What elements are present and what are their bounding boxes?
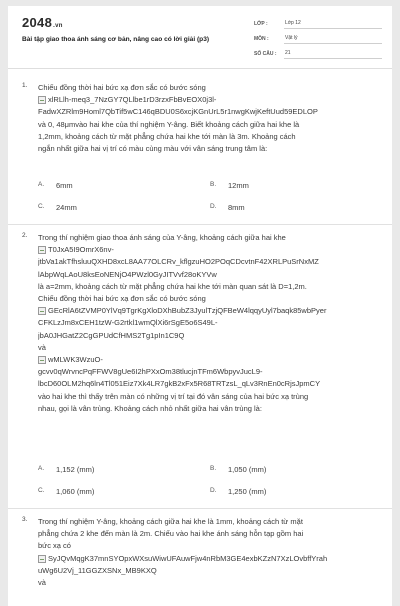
text-line: ngắn nhất giữa hai vị trí có màu cùng màu với vân sáng trung tâm là: <box>38 144 268 154</box>
question-text <box>38 516 382 589</box>
text-line: CFKLzJm8xCEH1tzW-G2rtkl1wmQlXi6rSgE5o6S49L- <box>38 318 218 328</box>
answer-c[interactable] <box>38 487 210 496</box>
answer-letter: D. <box>210 202 217 210</box>
answer-text: 1,050 (mm) <box>228 464 267 474</box>
image-alt-text: T0JxA5I9OmrX6nv- <box>48 245 114 255</box>
broken-image-icon <box>38 246 46 254</box>
answer-row <box>38 174 382 196</box>
image-alt-text: GEcRlA6tZVMP0YlVq9TgrKgXloDXhBubZ3JyulTzjQFBeW4lqqyUyl7baqk85wbPyer <box>48 306 327 316</box>
logo-suffix: .vn <box>53 23 63 29</box>
text-line: jbA0JHGatZ2CgGPUdCfHMS2Tg1pIn1C9Q <box>38 330 185 340</box>
text-line: và 0, 48μmvào hai khe của thí nghiệm Y-âng. Biết khoảng cách giữa hai khe là <box>38 119 300 129</box>
answer-a[interactable] <box>38 465 210 474</box>
answer-d[interactable] <box>210 203 382 212</box>
text-line: vào hai khe thì thấy trên màn có những vị trí tại đó vân sáng của hai bức xạ trùng <box>38 391 309 401</box>
text-line: 1,2mm, khoảng cách từ mặt phẳng chứa hai khe tới màn là 3m. Khoảng cách <box>38 131 296 141</box>
answer-row <box>38 480 382 502</box>
question-divider <box>8 508 392 509</box>
page-title: Bài tập giao thoa ánh sáng cơ bản, nâng cao có lời giải (p3) <box>22 36 210 43</box>
answer-letter: B. <box>210 464 217 472</box>
document-meta <box>254 16 382 61</box>
meta-grade <box>254 16 382 31</box>
answer-text: 6mm <box>56 180 73 190</box>
answer-a[interactable] <box>38 181 210 190</box>
text-line: FadwXZRlm9Homl7QbTif5wC146qBDU0S6xcjKGnUrL5r1nwgKwjKeftUud59EDLOP <box>38 107 318 117</box>
broken-image <box>38 94 382 106</box>
answer-row <box>38 458 382 480</box>
text-line: và <box>38 342 46 352</box>
meta-value: Lớp 12 <box>284 18 382 29</box>
question-number: 3. <box>22 516 28 523</box>
text-line: lAbpWqLAoU8ksEoNENjO4PWzl0GyJITVvf28oKYVw <box>38 269 217 279</box>
site-logo[interactable] <box>22 15 63 30</box>
broken-image <box>38 244 382 256</box>
question-number: 1. <box>22 82 28 89</box>
answer-letter: C. <box>38 202 45 210</box>
question-divider <box>8 224 392 225</box>
text-line: nhau, gọi là vân trùng. Khoảng cách nhỏ nhất giữa hai vân trùng là: <box>38 403 262 413</box>
meta-value: 21 <box>284 48 382 59</box>
text-line: bức xạ có <box>38 541 71 551</box>
text-line: và <box>38 578 46 588</box>
answer-letter: D. <box>210 486 217 494</box>
meta-label: MÔN : <box>254 35 269 42</box>
answer-text: 1,060 (mm) <box>56 486 95 496</box>
answer-letter: B. <box>210 180 217 188</box>
answer-letter: A. <box>38 464 45 472</box>
answer-d[interactable] <box>210 487 382 496</box>
document-page <box>8 6 392 606</box>
answer-text: 24mm <box>56 202 77 212</box>
image-alt-text: xlRLlh-meq3_7NzGY7QLlbe1rD3rzxFbBvEOX0j3l- <box>48 95 217 105</box>
broken-image-icon <box>38 307 46 315</box>
question-number: 2. <box>22 232 28 239</box>
text-line: phẳng chứa 2 khe đến màn là 2m. Chiếu vào hai khe ánh sáng hỗn tạp gồm hai <box>38 529 304 539</box>
answer-letter: A. <box>38 180 45 188</box>
answer-text: 1,250 (mm) <box>228 486 267 496</box>
text-line: Chiếu đồng thời hai bức xạ đơn sắc có bước sóng <box>38 294 206 304</box>
text-line: gcvv0qWrvncPqFFWV8gUe6I2hPXxOm38tlucjnTFm6WbpyvJucL9- <box>38 367 263 377</box>
broken-image <box>38 305 382 317</box>
answer-b[interactable] <box>210 465 382 474</box>
text-line: lbcD60OLM2hq6ln4Tl051Eiz7Xk4LR7gkB2xFx5R68TRTzsL_qLv3RnEn0cRjsJpmCY <box>38 379 321 389</box>
answer-text: 1,152 (mm) <box>56 464 95 474</box>
meta-value: Vật lý <box>284 33 382 44</box>
broken-image-icon <box>38 356 46 364</box>
text-line: là a=2mm, khoảng cách từ mặt phẳng chứa hai khe tới màn quan sát là D=1,2m. <box>38 281 307 291</box>
broken-image <box>38 354 382 366</box>
meta-label: LỚP : <box>254 20 268 27</box>
image-alt-text: wMLWK3WzuO- <box>48 355 103 365</box>
text-line: Chiếu đồng thời hai bức xạ đơn sắc có bước sóng <box>38 83 206 92</box>
question-text <box>38 232 382 415</box>
question-text <box>38 82 382 155</box>
answer-b[interactable] <box>210 181 382 190</box>
text-line: jtbVa1akTfhsluuQXHD8xcL8AA77OLCRv_kflgzuHO2POqCDcvtnF42XRLPuSrNxMZ <box>38 257 319 267</box>
answer-row <box>38 196 382 218</box>
text-line: uWg6U2Vj_11GGZXSNx_MB9KXQ <box>38 565 157 575</box>
answer-options <box>38 458 382 502</box>
answer-letter: C. <box>38 486 45 494</box>
broken-image <box>38 553 382 565</box>
broken-image-icon <box>38 555 46 563</box>
broken-image-icon <box>38 96 46 104</box>
meta-label: SỐ CÂU : <box>254 50 277 57</box>
answer-text: 8mm <box>228 202 245 212</box>
text-line: Trong thí nghiệm giao thoa ánh sáng của Y-âng, khoảng cách giữa hai khe <box>38 233 286 242</box>
logo-text: 2048 <box>22 15 53 30</box>
meta-question-count <box>254 46 382 61</box>
text-line: Trong thí nghiệm Y-âng, khoảng cách giữa hai khe là 1mm, khoảng cách từ mặt <box>38 517 303 526</box>
document-header <box>8 6 392 69</box>
answer-c[interactable] <box>38 203 210 212</box>
answer-options <box>38 174 382 218</box>
meta-subject <box>254 31 382 46</box>
answer-text: 12mm <box>228 180 249 190</box>
image-alt-text: SyJQvMqgK37mnSYOpxWXsuWiwUFAuwFjw4nRbM3GE4exbKZzN7XzLOvbffYrah <box>48 553 328 563</box>
